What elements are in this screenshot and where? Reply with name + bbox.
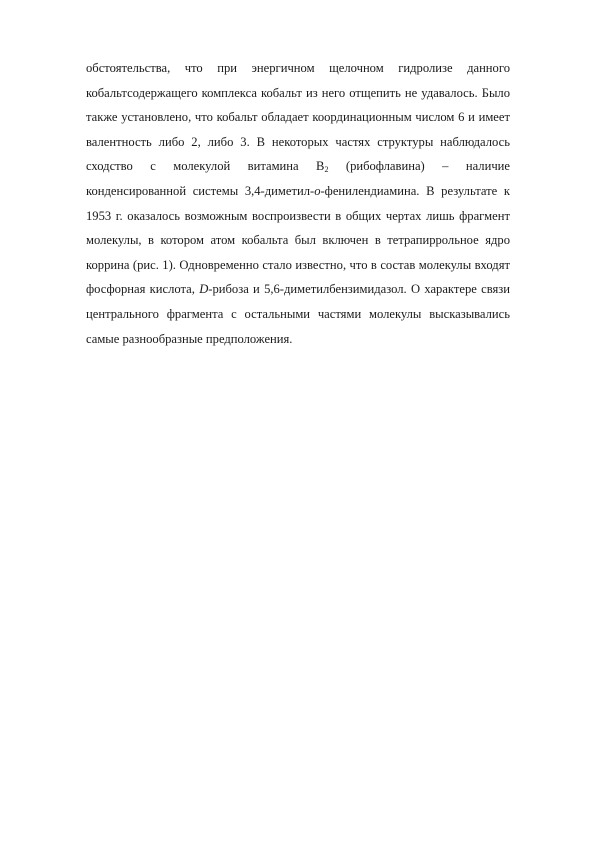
subscript: 2 [324, 165, 329, 175]
text-line: кобальтсодержащего комплекса кобальт из него отщепить не удавалось. Было [86, 85, 510, 100]
text-line: коррина (рис. 1). Одновременно стало известно, что в состав молекулы входят [86, 257, 510, 272]
italic-text: D [199, 282, 209, 297]
text-line: самые разнообразные предположения. [86, 331, 293, 346]
text-line: также установлено, что кобальт обладает координационным числом 6 и имеет [86, 110, 510, 125]
text-line: обстоятельства, что при энергичном щелочном гидролизе данного [86, 61, 510, 75]
text-line: валентность либо 2, либо 3. В некоторых частях структуры наблюдалось [86, 134, 510, 149]
text-line: конденсированной системы 3,4-диметил-о-фенилендиамина. В результате к [86, 183, 510, 198]
text-line: центрального фрагмента с остальными частями молекулы высказывались [86, 306, 510, 321]
italic-text: о [314, 183, 321, 198]
text-line: 1953 г. оказалось возможным воспроизвести в общих чертах лишь фрагмент [86, 208, 510, 223]
text-line: молекулы, в котором атом кобальта был включен в тетрапиррольное ядро [86, 233, 510, 248]
paragraph [86, 56, 510, 351]
text-line: фосфорная кислота, D-рибоза и 5,6-диметилбензимидазол. О характере связи [86, 282, 510, 297]
text-line: сходство с молекулой витамина $B_2$ (рибофлавина) – наличие [86, 159, 510, 175]
